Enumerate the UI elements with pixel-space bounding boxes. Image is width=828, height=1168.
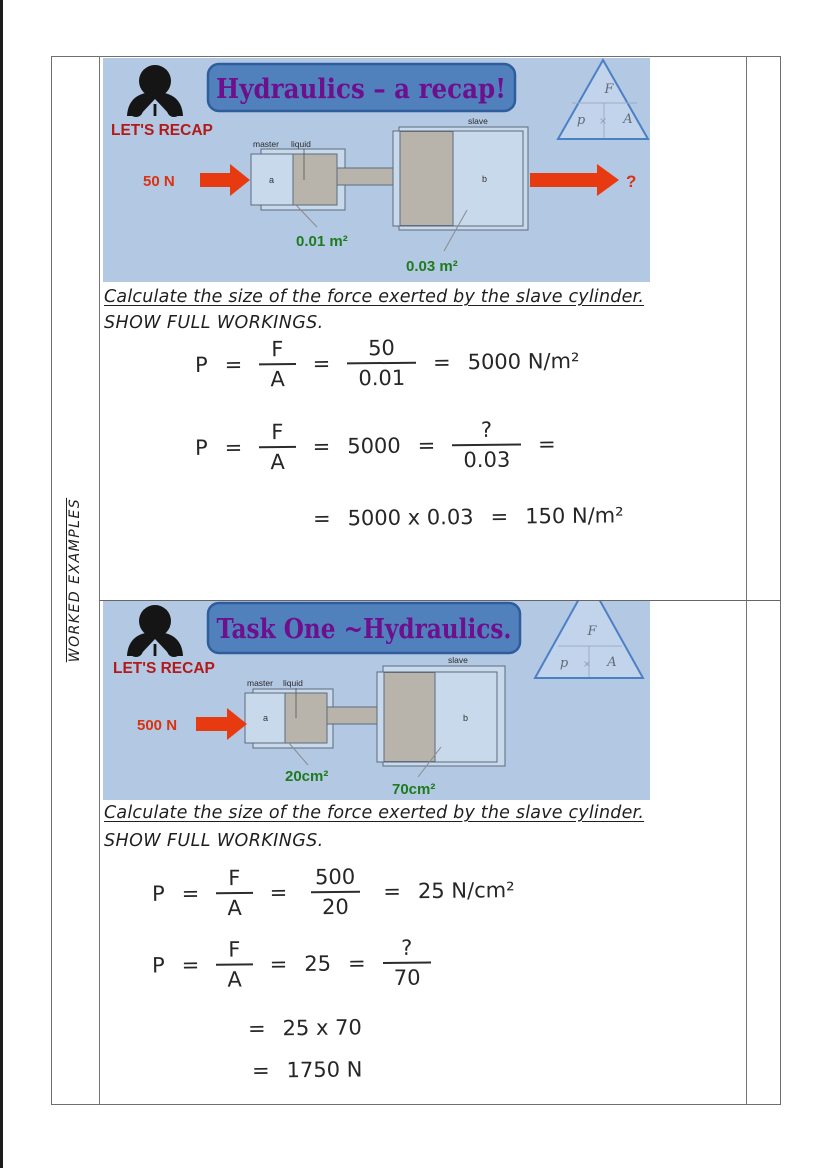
fraction xyxy=(259,338,296,390)
input-force-label: 50 N xyxy=(143,173,175,190)
hand-term: P xyxy=(194,435,208,460)
numerator: 50 xyxy=(367,335,395,361)
fraction xyxy=(452,418,521,471)
workings-1-line-1 xyxy=(195,335,580,391)
denominator: A xyxy=(216,963,253,990)
connecting-tube xyxy=(327,707,379,724)
piston-a-label: a xyxy=(263,713,269,723)
slave-area-label: 0.03 m² xyxy=(406,258,458,275)
panel-title: Task One ~Hydraulics. xyxy=(216,614,512,645)
triangle-f: F xyxy=(604,82,614,97)
hand-term: P xyxy=(151,953,165,978)
hand-result: 1750 N xyxy=(286,1057,363,1083)
numerator: ? xyxy=(480,417,493,442)
hand-result: 25 N/cm² xyxy=(417,878,515,904)
triangle-a: A xyxy=(623,112,633,127)
hand-term: = xyxy=(347,951,366,976)
lets-recap-label: LET'S RECAP xyxy=(113,660,215,677)
fraction xyxy=(216,938,253,990)
question-text-1: Calculate the size of the force exerted by the slave cylinder. xyxy=(104,287,645,307)
hand-term: = xyxy=(383,879,402,904)
numerator: F xyxy=(271,337,284,362)
page-left-edge-line xyxy=(0,0,3,1168)
lets-recap-label: LET'S RECAP xyxy=(111,122,213,139)
hand-term: = xyxy=(181,953,200,978)
fraction xyxy=(347,337,416,390)
master-area-label: 20cm² xyxy=(285,768,329,785)
hand-term: = xyxy=(537,432,556,457)
fraction xyxy=(216,867,253,919)
fraction xyxy=(259,421,296,473)
hand-term: = xyxy=(181,881,200,906)
master-label: master xyxy=(247,678,273,688)
denominator: 0.03 xyxy=(452,444,521,472)
hand-term: = xyxy=(247,1016,266,1041)
triangle-p: p xyxy=(576,113,586,128)
fraction xyxy=(382,937,431,990)
hand-term: 5000 x 0.03 xyxy=(347,504,474,531)
hand-term: 25 x 70 xyxy=(282,1015,362,1041)
hand-term: = xyxy=(312,351,331,376)
slave-area-label: 70cm² xyxy=(392,781,436,798)
hand-result: 5000 N/m² xyxy=(467,349,580,375)
instruction-text-2: SHOW FULL WORKINGS. xyxy=(104,831,324,851)
workings-2-line-3 xyxy=(248,1015,362,1040)
denominator: 20 xyxy=(311,891,360,919)
denominator: 0.01 xyxy=(347,362,416,390)
triangle-p: p xyxy=(559,656,569,671)
hand-term: = xyxy=(312,434,331,459)
hand-term: = xyxy=(312,506,331,531)
denominator: A xyxy=(259,446,296,473)
task-one-hydraulics-panel xyxy=(103,601,650,800)
connecting-tube xyxy=(337,168,397,185)
table-column-divider-right xyxy=(746,56,747,1105)
triangle-a: A xyxy=(607,655,617,670)
table-column-divider-left xyxy=(99,56,100,1105)
hand-term: = xyxy=(432,350,451,375)
workings-1-line-2 xyxy=(195,418,556,474)
piston-b-label: b xyxy=(463,713,469,723)
hand-term: = xyxy=(251,1058,270,1083)
workings-2-line-1 xyxy=(152,864,515,920)
numerator: F xyxy=(228,937,241,962)
panel-title: Hydraulics – a recap! xyxy=(216,74,506,105)
hydraulics-recap-panel xyxy=(103,58,650,282)
slave-label: slave xyxy=(448,655,468,665)
hand-term: P xyxy=(194,352,208,378)
denominator: 70 xyxy=(383,962,432,990)
instruction-text-1: SHOW FULL WORKINGS. xyxy=(104,313,324,333)
hand-term: 5000 xyxy=(347,433,401,459)
piston-b-label: b xyxy=(482,174,488,184)
denominator: A xyxy=(216,892,253,919)
output-force-unknown-label: ? xyxy=(626,172,637,191)
hand-term: = xyxy=(490,504,509,529)
hand-term: = xyxy=(417,433,436,458)
input-force-label: 500 N xyxy=(137,717,178,734)
liquid-label: liquid xyxy=(291,139,311,149)
fraction xyxy=(304,866,367,919)
triangle-times: × xyxy=(599,114,607,128)
hand-result: 150 N/m² xyxy=(525,503,624,529)
hand-term: = xyxy=(269,880,288,905)
triangle-times: × xyxy=(583,657,591,671)
question-text-2: Calculate the size of the force exerted by the slave cylinder. xyxy=(104,803,645,823)
numerator: ? xyxy=(401,935,413,960)
hand-term: = xyxy=(269,952,288,977)
master-label: master xyxy=(253,139,279,149)
hand-term: 25 xyxy=(304,951,332,976)
denominator: A xyxy=(259,363,296,390)
piston-a-label: a xyxy=(269,175,275,185)
sidebar-rotated-label: WORKED EXAMPLES xyxy=(67,497,83,663)
numerator: 500 xyxy=(314,864,356,890)
slave-label: slave xyxy=(468,116,488,126)
workings-2-line-4 xyxy=(252,1057,363,1082)
triangle-f: F xyxy=(587,624,597,639)
hand-term: = xyxy=(224,435,243,460)
master-area-label: 0.01 m² xyxy=(296,233,348,250)
liquid-label: liquid xyxy=(283,678,303,688)
hand-term: = xyxy=(224,352,243,377)
workings-1-line-3 xyxy=(313,503,624,530)
numerator: F xyxy=(228,865,241,891)
numerator: F xyxy=(271,419,284,445)
workings-2-line-2 xyxy=(152,937,432,992)
hand-term: P xyxy=(151,881,165,906)
